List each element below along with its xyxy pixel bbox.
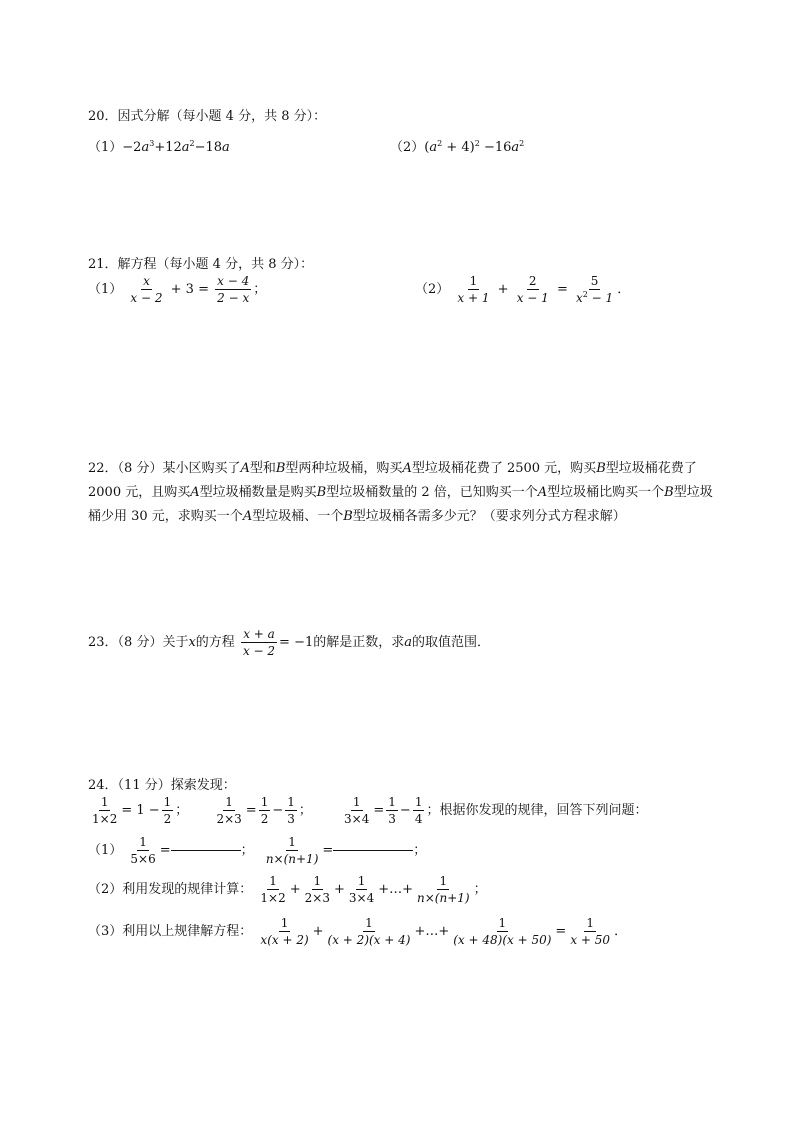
q24-part1: （1） $\frac{1}{5\times 6}$ = ； $\frac{1}{n\times(n+1)}$ = ；	[88, 835, 427, 866]
q21-part2-operator: =	[556, 282, 568, 297]
q21-part2-fraction: $\frac{5}{x^2 - 1}$	[575, 274, 614, 305]
q20-part2-exp: 2	[519, 139, 525, 148]
q20-part2-var: a	[429, 140, 438, 155]
q20-part1-var: a	[181, 140, 190, 155]
q20-part1-exp: 2	[189, 139, 195, 148]
q21-part2-end: ．	[617, 282, 631, 297]
q20-part2-exp: 2	[437, 139, 443, 148]
q24-fraction: $\frac{1}{4}$	[414, 795, 423, 826]
q21-part1-operator: + 3 =	[170, 282, 209, 297]
q21-heading: 21．解方程（每小题 4 分，共 8 分）：	[88, 257, 314, 272]
q23-text: 23．（8 分）关于x的方程 $\frac{x + a}{x - 2}$ = −1的解是正数，求a的取值范围．	[88, 627, 491, 658]
q20-part1-var: a	[222, 140, 230, 155]
q24-fraction: $\frac{1}{2\times 3}$	[216, 795, 242, 826]
q20-part1-term: +12	[154, 140, 182, 155]
q24-fraction: $\frac{1}{x(x + 2)}$	[260, 916, 309, 947]
q24-fraction: $\frac{1}{n\times(n+1)}$	[265, 835, 319, 866]
q20-part2-label: （2）	[390, 140, 425, 155]
q20-part2-term: + 4)	[442, 140, 475, 155]
q24-fraction: $\frac{1}{5\times 6}$	[130, 835, 156, 866]
q20-part2-term: (	[424, 140, 430, 155]
q21-part2-fraction: $\frac{1}{x + 1}$	[457, 274, 490, 305]
q24-fraction: $\frac{1}{3\times 4}$	[344, 795, 370, 826]
q20-part1-term: −18	[194, 140, 223, 155]
q20-part2	[390, 136, 524, 155]
q20-part2-var: a	[511, 140, 520, 155]
q24-fraction: $\frac{1}{3}$	[388, 795, 396, 826]
q21-part1	[88, 275, 266, 304]
q24-examples: $\frac{1}{1\times 2}$ = 1 − $\frac{1}{2}$ ； $\frac{1}{2\times 3}$ = $\frac{1}{2}$ − $\frac{1}{3}$ ； $\frac{1}{3\times 4}$ = $\frac{1}{3}$ − $\frac{1}{4}$ ；根据你发现的规律，回答下列问题：	[92, 795, 648, 826]
q20-part2-exp: 2	[474, 139, 480, 148]
q21-part1-fraction: $\frac{x - 4}{2 - x}$	[217, 274, 250, 305]
q20-part2-term: −16	[479, 140, 512, 155]
q21-part2-operator: +	[497, 282, 509, 297]
q20-part1-exp: 3	[149, 139, 155, 148]
q22-text: 22．（8 分）某小区购买了A型和B型两种垃圾桶，购买A型垃圾桶花费了 2500 元，购买B型垃圾桶花费了 2000 元，且购买A型垃圾桶数量是购买B型垃圾桶数量的 2 倍，已知购买一个A型垃圾桶比购买一个B型垃圾桶少用 30 元，求购买一个A型垃圾桶、一个B型垃圾桶各需多少元？（要求列分式方程求解）	[88, 461, 713, 524]
q21-part1-label: （1）	[88, 282, 123, 297]
q20-part1-label: （1）	[88, 140, 123, 155]
q24-fraction: $\frac{1}{n\times(n+1)}$	[417, 874, 470, 905]
q21-part2-label: （2）	[415, 282, 450, 297]
q24-fraction: $\frac{1}{1\times 2}$	[260, 874, 286, 905]
q24-fraction: $\frac{1}{x + 50}$	[570, 916, 611, 947]
q21-part2-fraction: $\frac{2}{x - 1}$	[516, 274, 549, 305]
q24-part3: （3）利用以上规律解方程： $\frac{1}{x(x + 2)}$ + $\frac{1}{(x + 2)(x + 4)}$ +…+ $\frac{1}{(x + 48)(x + 50)}$ = $\frac{1}{x + 50}$ ．	[88, 916, 628, 947]
q20-part1-term: −2	[122, 140, 142, 155]
q24-fraction: $\frac{1}{1\times 2}$	[92, 795, 118, 826]
q21-part1-fraction: $\frac{x}{x - 2}$	[130, 274, 163, 305]
q20-heading: 20．因式分解（每小题 4 分，共 8 分）：	[88, 109, 327, 124]
answer-blank[interactable]	[171, 850, 241, 851]
q20-part1-var: a	[141, 140, 150, 155]
q24-fraction: $\frac{1}{(x + 2)(x + 4)}$	[327, 916, 411, 947]
q24-fraction: $\frac{1}{3\times 4}$	[348, 874, 375, 905]
answer-blank[interactable]	[333, 850, 413, 851]
q21-part2	[415, 275, 630, 304]
q24-heading: 24．（11 分）探索发现：	[88, 778, 236, 793]
q24-fraction: $\frac{1}{2}$	[260, 795, 269, 826]
q20-part1	[88, 136, 230, 155]
q24-fraction: $\frac{1}{3}$	[287, 795, 295, 826]
q21-part1-end: ；	[253, 282, 267, 297]
q24-fraction: $\frac{1}{2\times 3}$	[304, 874, 330, 905]
q24-part2: （2）利用发现的规律计算： $\frac{1}{1\times 2}$ + $\frac{1}{2\times 3}$ + $\frac{1}{3\times 4}$ +…+ $\frac{1}{n\times(n+1)}$ ；	[88, 874, 487, 905]
q23-fraction: $\frac{x + a}{x - 2}$	[242, 627, 276, 658]
q24-fraction: $\frac{1}{2}$	[163, 795, 172, 826]
q24-fraction: $\frac{1}{(x + 48)(x + 50)}$	[453, 916, 552, 947]
